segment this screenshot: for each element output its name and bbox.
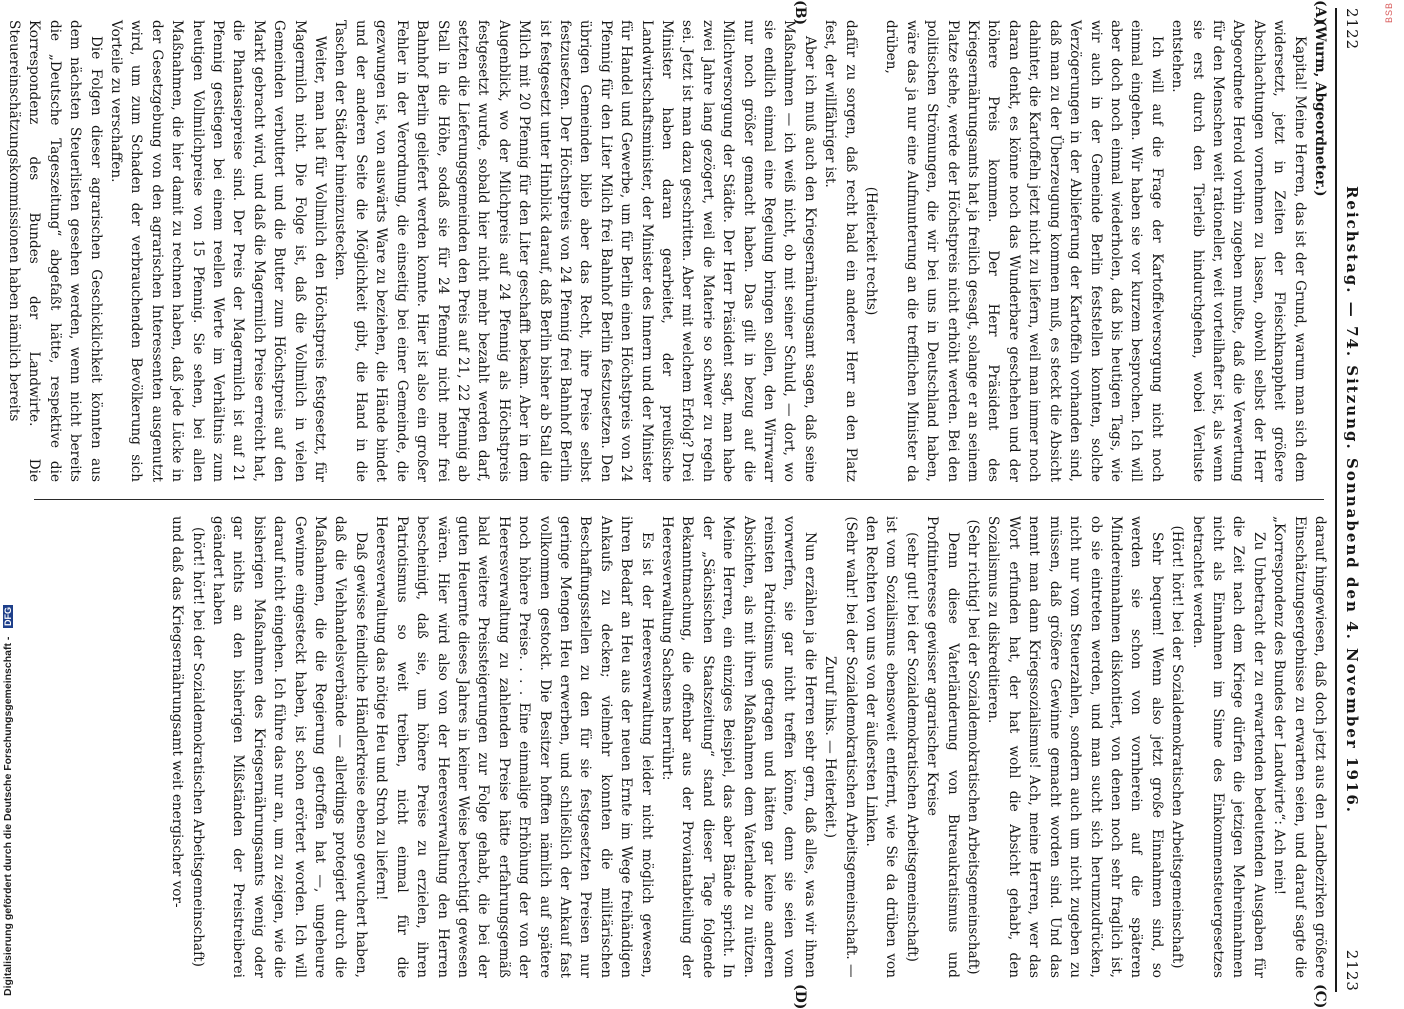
speaker-label: (Wurm, Abgeordneter.) [1312, 20, 1328, 197]
margin-marker-b: (B) [792, 0, 808, 26]
header-rule [1335, 8, 1337, 992]
interjection: (Sehr richtig! bei der Sozialdemokratischen Arbeitsgemeinschaft) [965, 519, 982, 975]
quotation: Zu Unbetracht der zu erwartenden bedeutenden Ausgaben für die Zeit nach dem Kriege dürfen die jetzigen Mehreinnahmen nicht als Einnahmen im Sinne des Einkommensteuergesetzes betrachtet werden. [1189, 516, 1267, 978]
right-column [34, 516, 1330, 978]
margin-marker-d: (D) [792, 984, 808, 1009]
interjection: (Sehr wahr! bei der Sozialdemokratischen Arbeitsgemeinschaft. — Zuruf links. — Heiterkeit.) [822, 516, 859, 978]
interjection: (Heiterkeit rechts) [863, 186, 880, 316]
page-number-left: 2122 [1343, 8, 1361, 51]
paragraph: Denn diese Vaterländerung von Bureaukratismus und Profitinteresse gewisser agrarischer Kreise [924, 516, 961, 978]
page-title: Reichstag. — 74. Sitzung. Sonnabend den 4. November 1916. [1343, 185, 1361, 815]
paragraph: darauf hingewiesen, daß doch jetzt aus den Landbezirken größere Einschätzungsergebnisse zu erwarten seien, und darauf sagte die „Korrespondenz des Bundes der Landwirte“: Ach nein! [1271, 516, 1328, 978]
paragraph: Kapital! Meine Herren, das ist der Grund, warum man sich dem widersetzt, jetzt in Zeiten der Fleischknappheit größere Abschlachtungen vornehmen zu lassen, obwohl selbst der Herr Abgeordnete Herold vorhin zugeben mußte, daß die Verwertung für den Menschen weit rationeller, weit vorteilhafter ist, als wenn sie erst durch den Tierleib hindurchgehen, wobei Verluste entstehen. [1169, 20, 1308, 482]
interjection: (sehr gut! bei der Sozialdemokratischen Arbeitsgemeinschaft) [903, 532, 920, 962]
quotation: Es ist der Heeresverwaltung leider nicht möglich gewesen, ihren Bedarf an Heu aus der neuen Ernte im Wege freihändigen Ankaufs zu decken; vielmehr konnten die militärischen Beschaffungsstellen zu den für sie festgesetzten Preisen nur geringe Mengen Heu erwerben, und schließlich der Ankauf fast vollkommen gestockt. Die Besitzer hofften nämlich auf spätere noch höhere Preise. . . . Eine einmalige Erhöhung der von der Heeresverwaltung zu zahlenden Preise hätte erfahrungsgemäß bald weitere Preissteigerungen zur Folge gehabt, die bei der guten Heuernte dieses Jahres in keiner Weise berechtigt gewesen wären. Hier wird also von der Heeresverwaltung den Herren bescheinigt, daß sie, um höhere Preise zu erzielen, ihren Patriotismus so weit treiben, nicht einmal für die Heeresverwaltung das nötige Heu und Stroh zu liefern! [373, 516, 655, 978]
page-header [1340, 8, 1364, 992]
paragraph: dafür zu sorgen, daß recht bald ein anderer Herr an den Platz fest, der willfähriger ist. [822, 20, 859, 482]
paragraph: Nun erzählen ja die Herren sehr gern, daß alles, was wir ihnen vorwerfen, sie gar nicht treffen könne, denn sie seien vom reinsten Patriotismus getragen und hätten gar keine anderen Absichten, als mit ihren Maßnahmen dem Vaterlande zu nützen. Meine Herren, ein einziges Beispiel, das aber Bände spricht. In der „Sächsischen Staatszeitung“ stand dieser Tage folgende Bekanntmachung, die offenbar aus der Proviantabteilung der Heeresverwaltung Sachsens herrührt: [659, 516, 818, 978]
paragraph: Aber ich muß auch den Kriegsernährungsamt sagen, daß seine Maßnahmen — ich weiß nicht, ob mit seiner Schuld, — dort, wo sie endlich einmal eine Regelung bringen sollen, den Wirrwarr nur noch größer gemacht haben. Das gilt in bezug auf die Milchversorgung der Städte. Der Herr Präsident sagt, man habe zwei Jahre lang gezögert, weil die Materie so schwer zu regeln sei. Jetzt ist man dazu geschritten. Aber mit welchem Erfolg? Drei Minister haben daran gearbeitet, der preußische Landwirtschaftsminister, der Minister des Innern und der Minister für Handel und Gewerbe, um für Berlin einen Höchstpreis von 24 Pfennig für den Liter Milch frei Bahnhof Berlin festzusetzen. Den übrigen Gemeinden blieb aber das Recht, ihre Preise selbst festzusetzen. Der Höchstpreis von 24 Pfennig frei Bahnhof Berlin ist festgesetzt unter Hinblick darauf, daß Berlin bisher ab Stall die Milch mit 20 Pfennig für den Liter geschafft bekam. Aber in dem Augenblick, wo der Milchpreis auf 24 Pfennig als Höchstpreis festgesetzt wurde, sobald hier nicht mehr bezahlt werden darf, setzten die Lieferungsgemeinden den Preis auf 21, 22 Pfennig ab Stall in die Höhe, sodaß sie für 24 Pfennig nicht mehr frei Bahnhof Berlin geliefert werden konnte. Hier ist also ein großer Fehler in der Verordnung, die einseitig bei einer Gemeinde, die gezwungen ist, von auswärts Ware zu beziehen, die Hände bindet und der anderen Seite die Möglichkeit gibt, die Hand in die Taschen der Städter hineinzustecken. [332, 20, 818, 482]
column-separator [34, 499, 1324, 500]
paragraph: Weiter, man hat für Vollmilch den Höchstpreis festgesetzt, für Magermilch nicht. Die Folge ist, daß die Vollmilch in vielen Gemeinden verbuttert und die Butter zum Höchstpreis auf den Markt gebracht wird, und daß die Magermilch Preise erreicht hat, die Phantasiepreise sind. Der Preis der Magermilch ist auf 21 Pfennig gestiegen bei einem reellen Werte im Verhältnis zum heutigen Vollmilchpreise von 15 Pfennig. Sie sehen, bei allen Maßnahmen, die hier damit zu rechnen haben, daß jede Lücke in der Gesetzgebung von den agrarischen Interessenten ausgenutzt wird, um zum Schaden der verbrauchenden Bevölkerung sich Vorteile zu verschaffen. [108, 20, 329, 482]
interjection: (Hört! hört! bei der Sozialdemokratischen Arbeitsgemeinschaft) [1169, 525, 1186, 969]
paragraph: Die Folgen dieser agrarischen Geschicklichkeit könnten aus dem nächsten Steuerlisten gesehen werden, wenn nicht bereits die „Deutsche Tageszeitung“ abgefaßt hätte, respektive die Korrespondenz des Bundes der Landwirte. Die Steuereinschätzungskommissionen haben nämlich bereits [6, 20, 104, 482]
funding-credit [2, 600, 18, 996]
funding-credit-text: Digitalisierung gefördert durch die Deutsche Forschungsgemeinschaft - [2, 636, 14, 996]
margin-marker-c: (C) [1312, 984, 1328, 1009]
left-column [6, 20, 1330, 482]
interjection: (hört! hört! bei der Sozialdemokratischen Arbeitsgemeinschaft) [189, 527, 206, 967]
paragraph: Daß gewisse feindliche Händlerkreise ebenso gewuchert haben, daß die Viehhandelsverbände — allerdings protegiert durch die Maßnahmen, die die Regierung getroffen hat —, ungeheure Gewinne eingesteckt haben, ist schon erörtert worden. Ich will darauf nicht eingehen. Ich führe das nur an, um zu zeigen, wie die bisherigen Maßnahmen des Kriegsernährungsamts wenig oder gar nichts an den bisherigen Mißständen der Preistreiberei geändert haben [210, 516, 369, 978]
library-watermark: BSB [1384, 2, 1394, 24]
page-number-right: 2123 [1343, 949, 1361, 992]
paragraph: Ich will auf die Frage der Kartoffelversorgung nicht noch einmal eingehen. Wir haben sie vor kurzem besprochen. Ich will aber doch noch einmal wiederholen, daß bis heutigen Tags, wie wir auch in der Gemeinde Berlin feststellen konnten, solche Verzögerungen in der Ablieferung der Kartoffeln vorhanden sind, daß man zu der Überzeugung kommen muß, es steckt die Absicht dahinter, die Kartoffeln jetzt nicht zu liefern, weil man immer noch daran denkt, es könne noch das Wunderbare geschehen und der höhere Preis kommen. Der Herr Präsident des Kriegsernährungsamts hat ja freilich gesagt, solange er an seinem Platze stehe, werde der Höchstpreis nicht erhöht werden. Bei den politischen Strömungen, die wir bei uns in Deutschland haben, wäre das ja nur eine Aufmunterung an die trefflichen Minister da drüben, [883, 20, 1165, 482]
paragraph: Sehr bequem! Wenn also jetzt große Einnahmen sind, so werden sie schon von vornherein auf die späteren Mindereinnahmen diskontiert, von denen noch sehr fraglich ist, ob sie eintreten werden, und man sucht sich herumzudrücken, nicht nur vom Steuerzahlen, sondern auch um nicht zugeben zu müssen, daß größere Gewinne gemacht worden sind. Und das nennt man dann Kriegssozialismus! Ach, meine Herren, wer das Wort erfunden hat, der hat wohl die Absicht gehabt, den Sozialismus zu diskreditieren. [985, 516, 1165, 978]
paragraph: und daß das Kriegsernährungsamt weit energischer vor- [169, 516, 186, 908]
margin-marker-a: (A) [1312, 0, 1328, 25]
dfg-logo: DFG [3, 606, 13, 626]
paragraph: ist vom Sozialismus ebensoweit entfernt, wie Sie da drüben von den Rechten von uns von der äußersten Linken. [863, 516, 900, 978]
